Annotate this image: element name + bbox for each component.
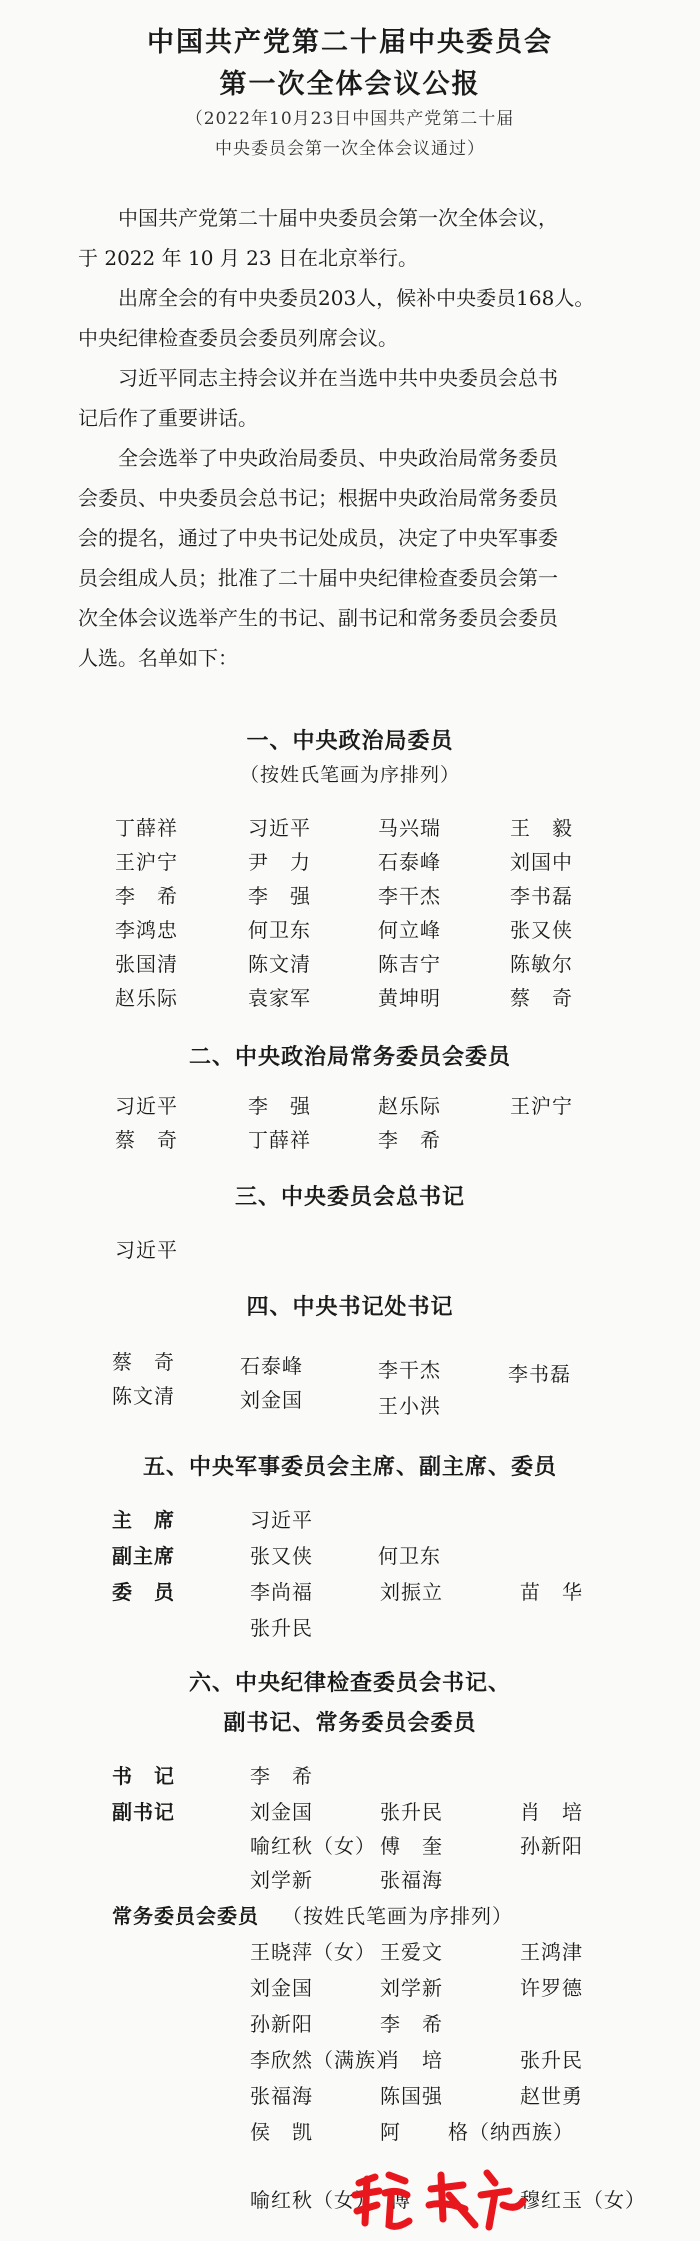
member-name: 刘学新 bbox=[380, 1976, 443, 2000]
role-label-standing-committee: 常务委员会委员 bbox=[112, 1904, 259, 1928]
member-name: 马兴瑞 bbox=[378, 816, 441, 840]
member-name: 李干杰 bbox=[378, 884, 441, 908]
section-1-heading: 一、中央政治局委员 bbox=[246, 728, 454, 754]
member-name: 张又侠 bbox=[510, 918, 573, 942]
member-name: 刘金国 bbox=[250, 1800, 313, 1824]
role-label-vice-chair: 副主席 bbox=[112, 1544, 175, 1568]
member-name: 刘学新 bbox=[250, 1868, 313, 1892]
member-name: 孙新阳 bbox=[520, 1834, 583, 1858]
paragraph-3-line-2: 记后作了重要讲话。 bbox=[78, 406, 258, 430]
member-name: 张又侠 bbox=[250, 1544, 313, 1568]
member-name: 石泰峰 bbox=[240, 1354, 303, 1378]
member-name: 赵乐际 bbox=[115, 986, 178, 1010]
member-name: 蔡 奇 bbox=[510, 986, 573, 1010]
subtitle-line-2: 中央委员会第一次全体会议通过） bbox=[215, 139, 485, 159]
section-6-heading-line-2: 副书记、常务委员会委员 bbox=[223, 1710, 477, 1736]
member-name: 李 希 bbox=[380, 2012, 443, 2036]
member-name: 赵世勇 bbox=[520, 2084, 583, 2108]
member-name: 何立峰 bbox=[378, 918, 441, 942]
member-name: 李 希 bbox=[115, 884, 178, 908]
member-name: 王鸿津 bbox=[520, 1940, 583, 1964]
member-name: 张国清 bbox=[115, 952, 178, 976]
member-name: 喻红秋（女） bbox=[250, 2188, 376, 2212]
member-name: 王沪宁 bbox=[115, 850, 178, 874]
member-name: 黄坤明 bbox=[378, 986, 441, 1010]
member-name: 刘国中 bbox=[510, 850, 573, 874]
member-name: 王小洪 bbox=[378, 1394, 441, 1418]
paragraph-4-line-5: 次全体会议选举产生的书记、副书记和常务委员会委员 bbox=[78, 606, 558, 630]
member-name: 李 强 bbox=[248, 1094, 311, 1118]
member-name: 阿 bbox=[380, 2120, 401, 2144]
section-1-note: （按姓氏笔画为序排列） bbox=[239, 764, 460, 786]
member-name: 张升民 bbox=[250, 1616, 313, 1640]
member-name: 王晓萍（女） bbox=[250, 1940, 376, 1964]
member-name: 习近平 bbox=[248, 816, 311, 840]
section-4-heading: 四、中央书记处书记 bbox=[246, 1294, 454, 1320]
paragraph-1-line-2: 于 2022 年 10 月 23 日在北京举行。 bbox=[78, 246, 418, 270]
member-name: 张福海 bbox=[250, 2084, 313, 2108]
section-5-heading: 五、中央军事委员会主席、副主席、委员 bbox=[142, 1454, 557, 1480]
paragraph-2-line-2: 中央纪律检查委员会委员列席会议。 bbox=[78, 326, 398, 350]
member-name: 傅 奎 bbox=[380, 1834, 443, 1858]
member-name: 尹 力 bbox=[248, 850, 311, 874]
member-name: 李 强 bbox=[248, 884, 311, 908]
member-name: 习近平 bbox=[115, 1094, 178, 1118]
section-3-heading: 三、中央委员会总书记 bbox=[234, 1184, 465, 1210]
member-name: 刘金国 bbox=[240, 1388, 303, 1412]
member-name: 赵乐际 bbox=[378, 1094, 441, 1118]
member-name: 陈文清 bbox=[248, 952, 311, 976]
watermark-logo bbox=[345, 2165, 530, 2235]
member-name: 李书磊 bbox=[510, 884, 573, 908]
member-name: 李鸿忠 bbox=[115, 918, 178, 942]
member-name: 蔡 奇 bbox=[115, 1128, 178, 1152]
member-name: 侯 凯 bbox=[250, 2120, 313, 2144]
member-name: 袁家军 bbox=[248, 986, 311, 1010]
member-name: 李干杰 bbox=[378, 1358, 441, 1382]
section-2-heading: 二、中央政治局常务委员会委员 bbox=[188, 1044, 511, 1070]
member-name: 习近平 bbox=[115, 1238, 178, 1262]
paragraph-4-line-6: 人选。名单如下： bbox=[78, 646, 238, 670]
member-name: 苗 华 bbox=[520, 1580, 583, 1604]
role-label-members: 委 员 bbox=[112, 1580, 175, 1604]
member-name: 李欣然（满族） bbox=[250, 2048, 397, 2072]
member-name: 习近平 bbox=[250, 1508, 313, 1532]
member-name: 李尚福 bbox=[250, 1580, 313, 1604]
member-name: 李 希 bbox=[378, 1128, 441, 1152]
section-6-heading-line-1: 六、中央纪律检查委员会书记、 bbox=[188, 1670, 511, 1696]
member-name: 王 毅 bbox=[510, 816, 573, 840]
subtitle-line-1: （2022年10月23日中国共产党第二十届 bbox=[185, 109, 515, 129]
role-label-secretary: 书 记 bbox=[112, 1764, 175, 1788]
member-name: 傅 bbox=[390, 2188, 411, 2212]
member-name: 格（纳西族） bbox=[448, 2120, 574, 2144]
member-name: 陈吉宁 bbox=[378, 952, 441, 976]
member-name: 石泰峰 bbox=[378, 850, 441, 874]
paragraph-1-line-1: 中国共产党第二十届中央委员会第一次全体会议， bbox=[118, 206, 558, 230]
member-name: 陈国强 bbox=[380, 2084, 443, 2108]
role-label-deputy-secretary: 副书记 bbox=[112, 1800, 175, 1824]
member-name: 孙新阳 bbox=[250, 2012, 313, 2036]
member-name: 肖 培 bbox=[520, 1800, 583, 1824]
paragraph-4-line-2: 会委员、中央委员会总书记；根据中央政治局常务委员 bbox=[78, 486, 558, 510]
member-name: 张福海 bbox=[380, 1868, 443, 1892]
member-name: 刘振立 bbox=[380, 1580, 443, 1604]
member-name: 穆红玉（女） bbox=[520, 2188, 646, 2212]
title-line-1: 中国共产党第二十届中央委员会 bbox=[147, 27, 553, 58]
standing-committee-note: （按姓氏笔画为序排列） bbox=[282, 1904, 513, 1928]
member-name: 何卫东 bbox=[248, 918, 311, 942]
paragraph-3-line-1: 习近平同志主持会议并在当选中共中央委员会总书 bbox=[118, 366, 558, 390]
member-name: 许罗德 bbox=[520, 1976, 583, 2000]
paragraph-4-line-1: 全会选举了中央政治局委员、中央政治局常务委员 bbox=[118, 446, 558, 470]
paragraph-4-line-3: 会的提名，通过了中央书记处成员，决定了中央军事委 bbox=[78, 526, 558, 550]
member-name: 张升民 bbox=[520, 2048, 583, 2072]
member-name: 丁薛祥 bbox=[248, 1128, 311, 1152]
member-name: 丁薛祥 bbox=[115, 816, 178, 840]
watermark-brush-icon bbox=[345, 2165, 530, 2235]
member-name: 陈敏尔 bbox=[510, 952, 573, 976]
member-name: 李书磊 bbox=[508, 1362, 571, 1386]
role-label-chair: 主 席 bbox=[112, 1508, 175, 1532]
member-name: 张升民 bbox=[380, 1800, 443, 1824]
member-name: 刘金国 bbox=[250, 1976, 313, 2000]
paragraph-2-line-1: 出席全会的有中央委员203人，候补中央委员168人。 bbox=[118, 286, 595, 310]
member-name: 李 希 bbox=[250, 1764, 313, 1788]
member-name: 王沪宁 bbox=[510, 1094, 573, 1118]
member-name: 陈文清 bbox=[112, 1384, 175, 1408]
member-name: 蔡 奇 bbox=[112, 1350, 175, 1374]
member-name: 喻红秋（女） bbox=[250, 1834, 376, 1858]
member-name: 何卫东 bbox=[378, 1544, 441, 1568]
title-line-2: 第一次全体会议公报 bbox=[219, 69, 481, 100]
member-name: 王爱文 bbox=[380, 1940, 443, 1964]
member-name: 肖 培 bbox=[380, 2048, 443, 2072]
paragraph-4-line-4: 员会组成人员；批准了二十届中央纪律检查委员会第一 bbox=[78, 566, 558, 590]
